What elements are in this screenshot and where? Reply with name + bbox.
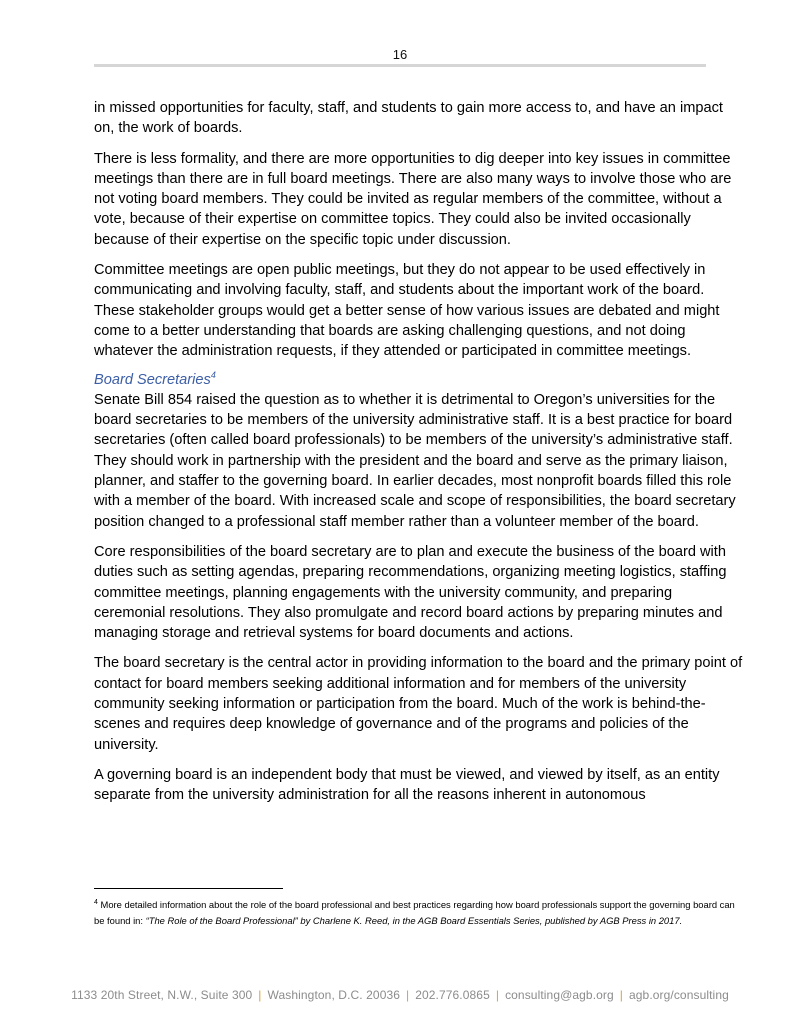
footer-city: Washington, D.C. 20036 <box>267 988 401 1002</box>
footer-phone: 202.776.0865 <box>415 988 490 1002</box>
body-paragraph: The board secretary is the central actor in providing information to the board and the primary point of contact for board members seeking additional information and for members of the university community seeking information or participation from the board. Much of the work is behind-the-scenes and requires deep knowledge of governance and of the programs and policies of the university. <box>94 655 743 753</box>
body-paragraph: Core responsibilities of the board secretary are to plan and execute the business of the board with duties such as setting agendas, preparing recommendations, organizing meeting logistics, staffing committee meetings, planning engagements with the university community, and preparing ceremonial resolutions. They also promulgate and record board actions by preparing minutes and managing storage and retrieval systems for board documents and actions. <box>94 543 727 642</box>
footnote-number: 4 <box>94 898 98 906</box>
footer-address: 1133 20th Street, N.W., Suite 300 <box>71 988 253 1002</box>
body-paragraph: There is less formality, and there are more opportunities to dig deeper into key issues in committee meetings than there are in full board meetings. There are also many ways to involve those who are not voting board members. They could be invited as regular members of the committee, without a vote, because of their expertise on committee topics. They could also be invited occasionally because of their expertise on the specific topic under discussion. <box>94 150 732 248</box>
footer-separator: | <box>406 988 410 1002</box>
body-paragraph: Senate Bill 854 raised the question as to whether it is detrimental to Oregon’s universities for the board secretaries to be members of the university administrative staff. It is a best practice for board secretaries (often called board professionals) to be members of the university’s administrative staff. They should work in partnership with the president and the board and serve as the primary liaison, planner, and staffer to the governing board. In earlier decades, most nonprofit boards filled this role with a member of the board. With increased scale and scope of responsibilities, the board secretary position changed to a professional staff member rather than a volunteer member of the board. <box>94 391 736 530</box>
page-number: 16 <box>392 47 408 62</box>
footer-separator: | <box>619 988 623 1002</box>
section-heading-text: Board Secretaries <box>94 371 211 388</box>
footnote <box>94 897 744 928</box>
page-footer <box>0 988 800 1002</box>
footnote-divider <box>94 888 283 889</box>
footnote-reference[interactable]: 4 <box>210 369 216 380</box>
footer-website-link[interactable]: agb.org/consulting <box>629 988 729 1002</box>
header-rule <box>94 64 706 67</box>
body-paragraph: Committee meetings are open public meetings, but they do not appear to be used effectively in communicating and involving faculty, staff, and students about the important work of the board. These stakeholder groups would get a better sense of how various issues are debated and might come to a better understanding that boards are asking challenging questions, and not doing whatever the administration requests, if they attended or participated in committee meetings. <box>94 262 720 360</box>
footnote-citation: “The Role of the Board Professional” by Charlene K. Reed, in the AGB Board Essentials Series, published by AGB Press in 2017. <box>145 914 683 926</box>
body-paragraph: in missed opportunities for faculty, staff, and students to gain more access to, and have an impact on, the work of boards. <box>94 100 723 137</box>
main-content <box>94 98 744 806</box>
body-paragraph: A governing board is an independent body that must be viewed, and viewed by itself, as an entity separate from the university administration for all the reasons inherent in autonomous <box>94 766 720 804</box>
footer-separator: | <box>495 988 500 1002</box>
footnote-text: More detailed information about the role of the board professional and best practices regarding how board professionals support the governing board can be found in: <box>94 899 735 926</box>
footer-separator: | <box>258 988 262 1002</box>
footer-email-link[interactable]: consulting@agb.org <box>505 988 614 1002</box>
section-heading <box>94 370 744 390</box>
